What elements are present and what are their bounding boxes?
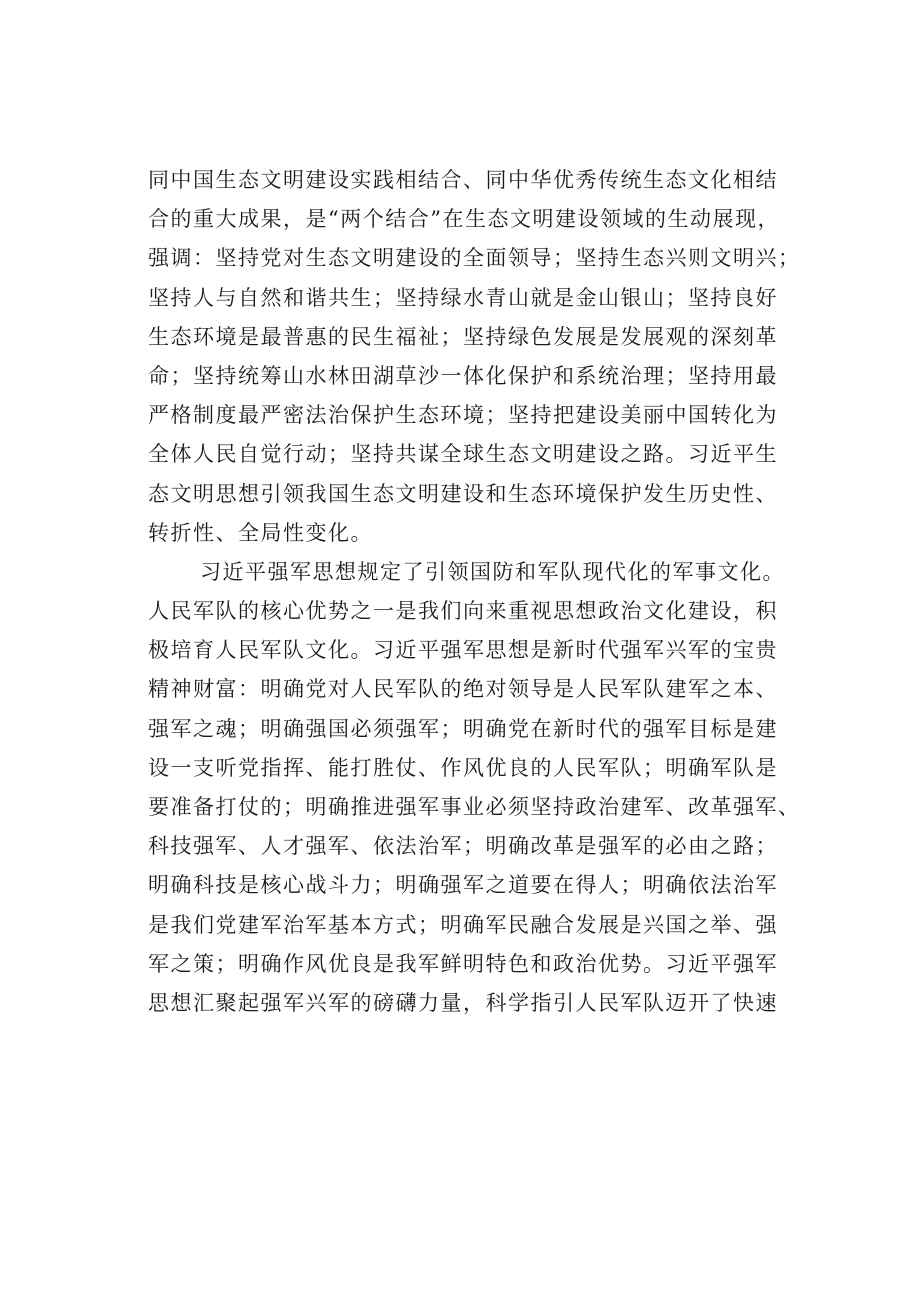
text-line: 科技强军、人才强军、依法治军；明确改革是强军的必由之路；: [148, 834, 778, 859]
text-line: 命；坚持统筹山水林田湖草沙一体化保护和系统治理；坚持用最: [148, 363, 778, 388]
text-line: 军之策；明确作风优良是我军鲜明特色和政治优势。习近平强军: [148, 951, 778, 976]
text-line: 全体人民自觉行动；坚持共谋全球生态文明建设之路。习近平生: [148, 442, 778, 467]
text-line: 强军之魂；明确强国必须强军；明确党在新时代的强军目标是建: [148, 716, 778, 741]
text-line: 人民军队的核心优势之一是我们向来重视思想政治文化建设，积: [148, 599, 778, 624]
text-line: 强调：坚持党对生态文明建设的全面领导；坚持生态兴则文明兴；: [148, 246, 801, 271]
text-line: 坚持人与自然和谐共生；坚持绿水青山就是金山银山；坚持良好: [148, 285, 778, 310]
text-line: 设一支听党指挥、能打胜仗、作风优良的人民军队；明确军队是: [148, 755, 778, 780]
text-line: 明确科技是核心战斗力；明确强军之道要在得人；明确依法治军: [148, 873, 778, 898]
text-line: 精神财富：明确党对人民军队的绝对领导是人民军队建军之本、: [148, 677, 778, 702]
text-line: 合的重大成果，是“两个结合”在生态文明建设领域的生动展现，: [148, 207, 780, 232]
text-line: 极培育人民军队文化。习近平强军思想是新时代强军兴军的宝贵: [148, 638, 778, 663]
text-line: 严格制度最严密法治保护生态环境；坚持把建设美丽中国转化为: [148, 403, 778, 428]
text-line: 同中国生态文明建设实践相结合、同中华优秀传统生态文化相结: [148, 168, 778, 192]
text-line: 生态环境是最普惠的民生福祉；坚持绿色发展是发展观的深刻革: [148, 324, 778, 349]
text-line: 态文明思想引领我国生态文明建设和生态环境保护发生历史性、: [148, 481, 778, 506]
text-line: 转折性、全局性变化。: [148, 520, 373, 545]
text-line: 是我们党建军治军基本方式；明确军民融合发展是兴国之举、强: [148, 912, 778, 937]
paragraph-first-line: 习近平强军思想规定了引领国防和军队现代化的军事文化。: [200, 559, 785, 584]
text-line: 思想汇聚起强军兴军的磅礴力量，科学指引人民军队迈开了快速: [148, 990, 778, 1015]
text-line: 要准备打仗的；明确推进强军事业必须坚持政治建军、改革强军、: [148, 795, 801, 819]
document-body: [148, 161, 828, 1023]
